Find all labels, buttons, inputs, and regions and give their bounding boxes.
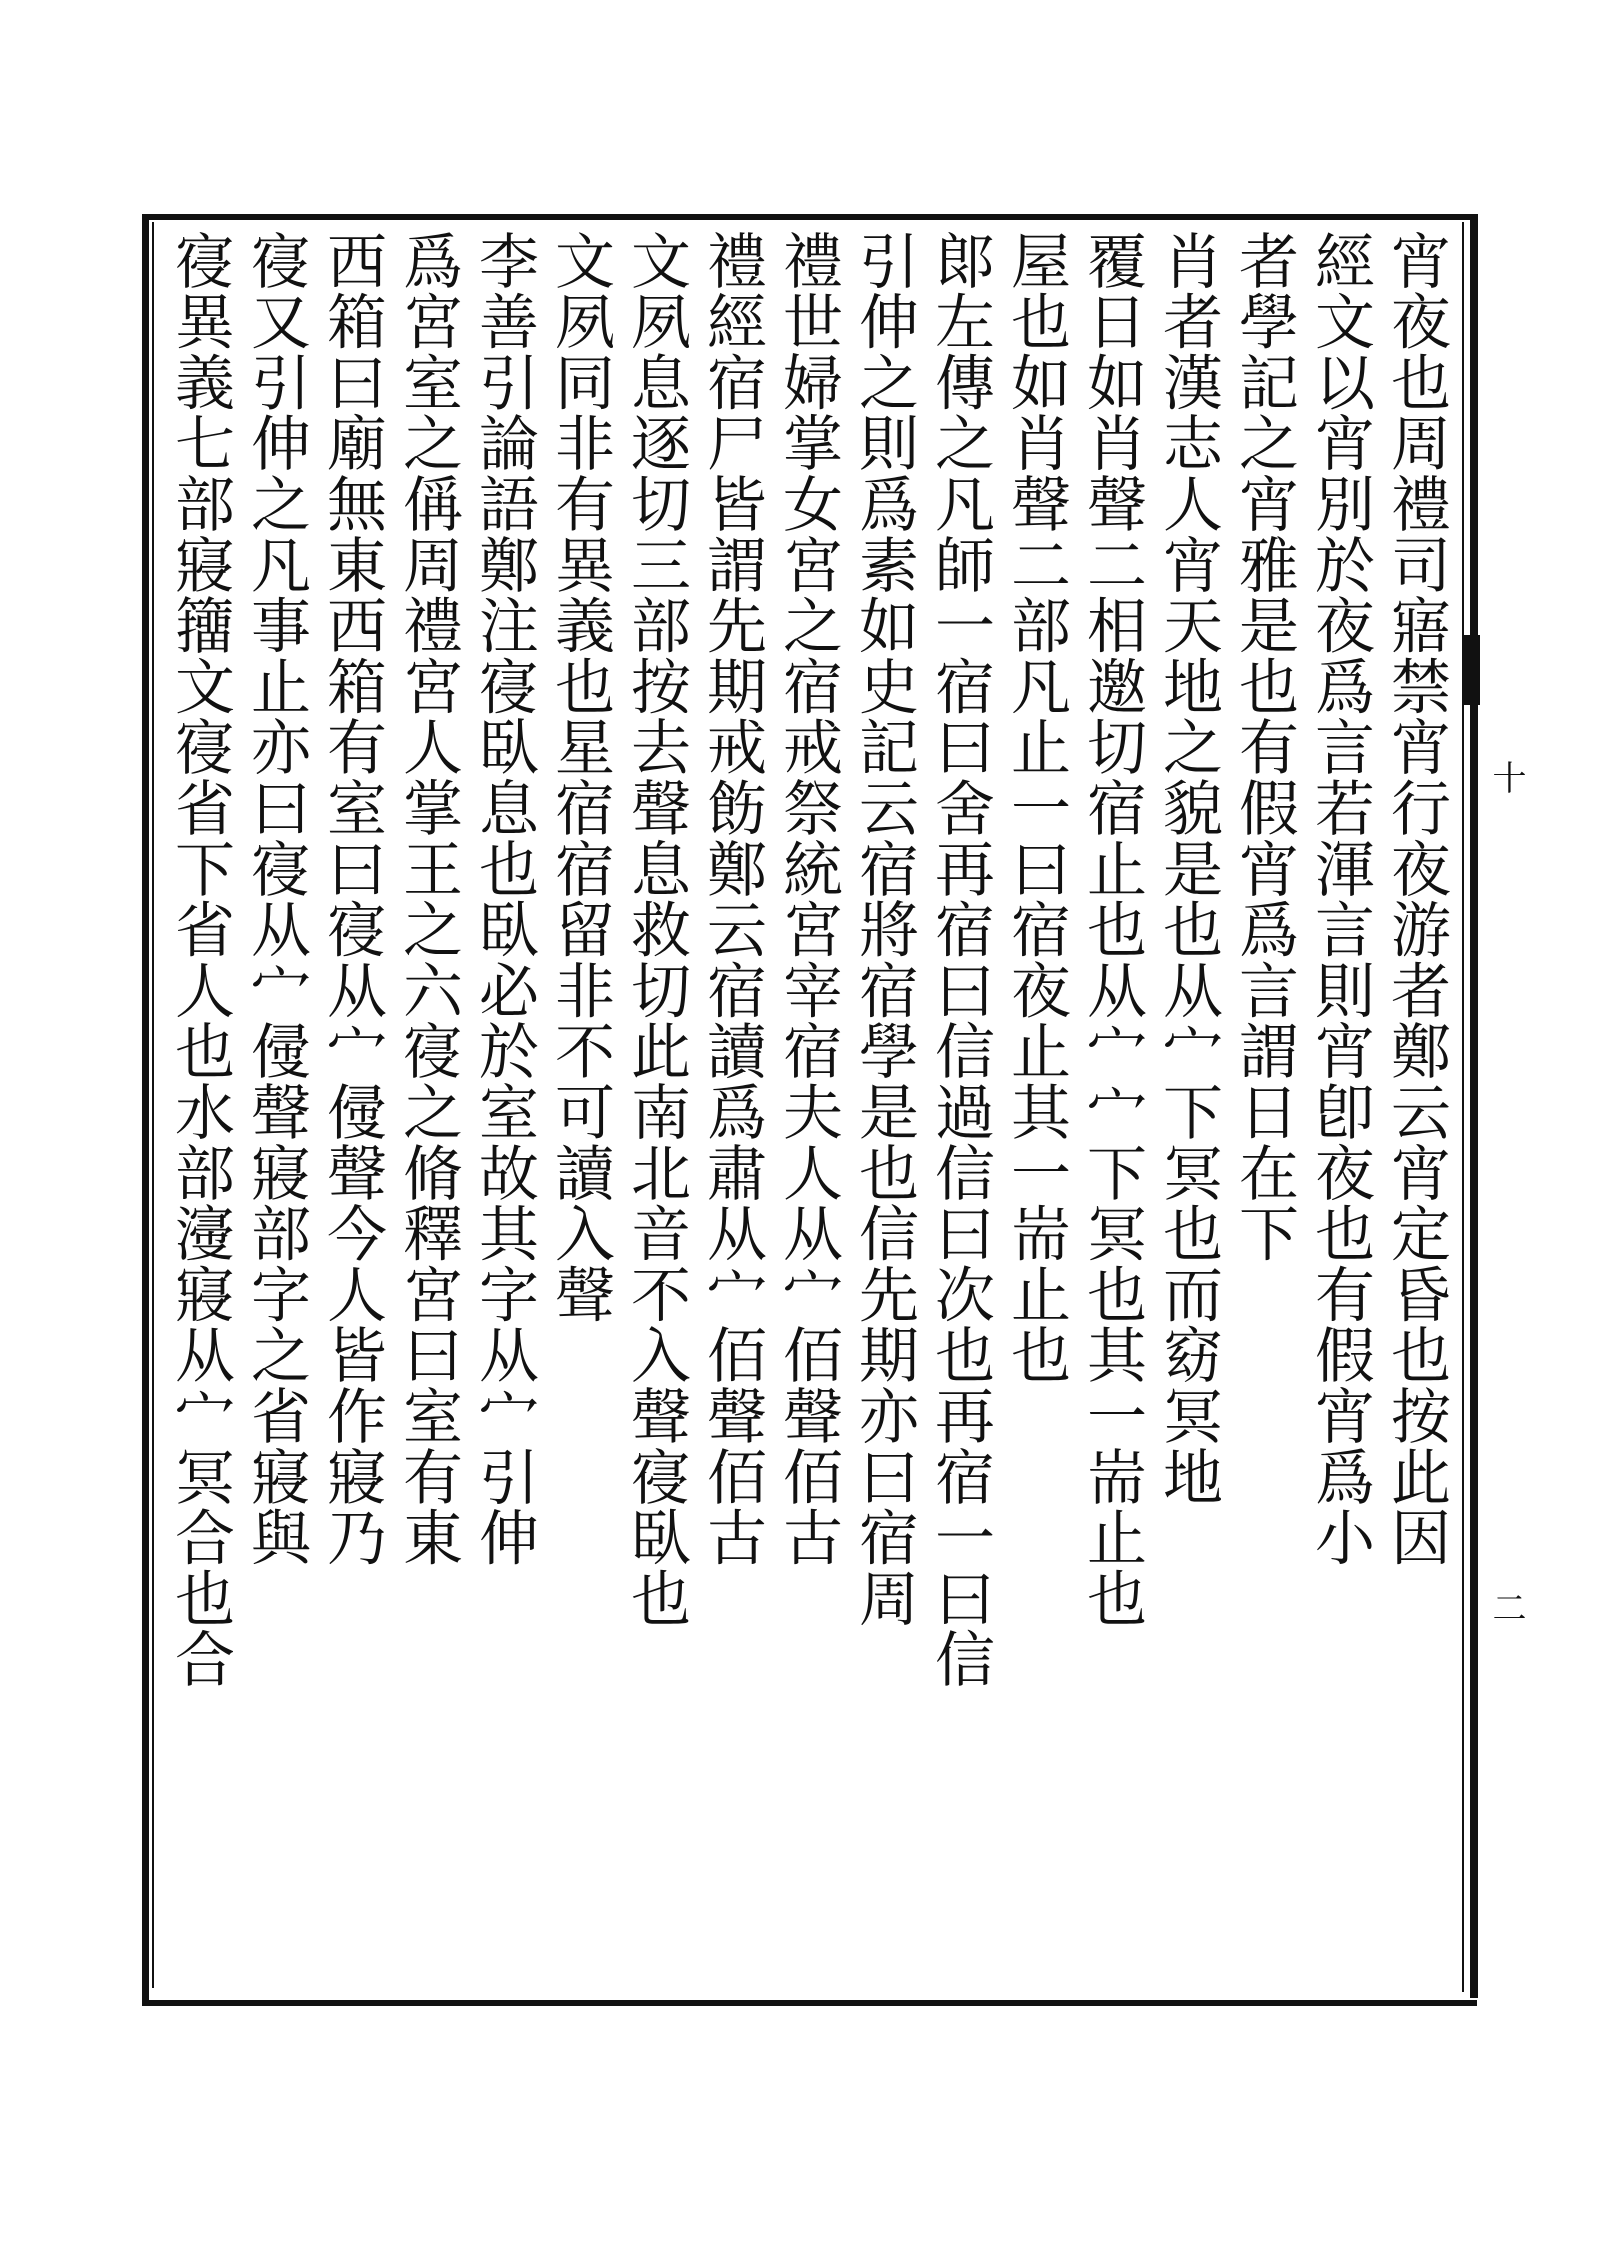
text-column-5: 覆日如肖聲二相邀切宿止也从宀宀下冥也其一耑止也 bbox=[1077, 230, 1147, 1629]
right-inner-rule bbox=[1462, 222, 1464, 1992]
text-column-13: 李善引論語鄭注寑臥息也臥必於室故其字从宀引伸 bbox=[469, 230, 539, 1568]
text-column-4: 肖者漢志人宵天地之貌是也从宀下冥也而窈冥地 bbox=[1153, 230, 1223, 1507]
text-column-1: 宵夜也周禮司寤禁宵行夜游者鄭云宵定昏也按此因 bbox=[1381, 230, 1451, 1568]
text-column-14: 爲宮室之偁周禮宮人掌王之六寑之脩釋宮曰室有東 bbox=[393, 230, 463, 1568]
folio-mark: 十 bbox=[1486, 760, 1526, 794]
text-column-3: 者學記之宵雅是也有假宵爲言謂日在下 bbox=[1229, 230, 1299, 1264]
text-column-8: 引伸之則爲素如史記云宿將宿學是也信先期亦曰宿周 bbox=[849, 230, 919, 1629]
text-column-15: 西箱曰廟無東西箱有室曰寑从宀㑴聲今人皆作寢乃 bbox=[317, 230, 387, 1568]
text-column-16: 寑又引伸之凡事止亦曰寑从宀㑴聲寢部字之省寢與 bbox=[241, 230, 311, 1568]
text-column-11: 文夙息逐切三部按去聲息救切此南北音不入聲寑臥也 bbox=[621, 230, 691, 1629]
folio-number: 二 bbox=[1486, 1590, 1526, 1624]
fishtail-mark bbox=[1462, 635, 1522, 705]
text-column-9: 禮世婦掌女宮之宿戒祭統宮宰宿夫人从宀佰聲佰古 bbox=[773, 230, 843, 1568]
text-column-2: 經文以宵別於夜爲言若渾言則宵卽夜也有假宵爲小 bbox=[1305, 230, 1375, 1568]
text-column-17: 寑異義七部寢籒文寑省下省人也水部濅寢从宀冥合也合 bbox=[165, 230, 235, 1690]
text-column-12: 文夙同非有異義也星宿宿留非不可讀入聲 bbox=[545, 230, 615, 1325]
text-column-6: 屋也如肖聲二部凡止一曰宿夜止其一耑止也 bbox=[1001, 230, 1071, 1386]
text-column-10: 禮經宿尸皆謂先期戒飭鄭云宿讀爲肅从宀佰聲佰古 bbox=[697, 230, 767, 1568]
right-border-rule bbox=[1470, 214, 1478, 1998]
text-column-7: 郞左傳之凡師一宿曰舍再宿曰信過信曰次也再宿一曰信 bbox=[925, 230, 995, 1690]
inner-border-line bbox=[152, 222, 154, 1988]
